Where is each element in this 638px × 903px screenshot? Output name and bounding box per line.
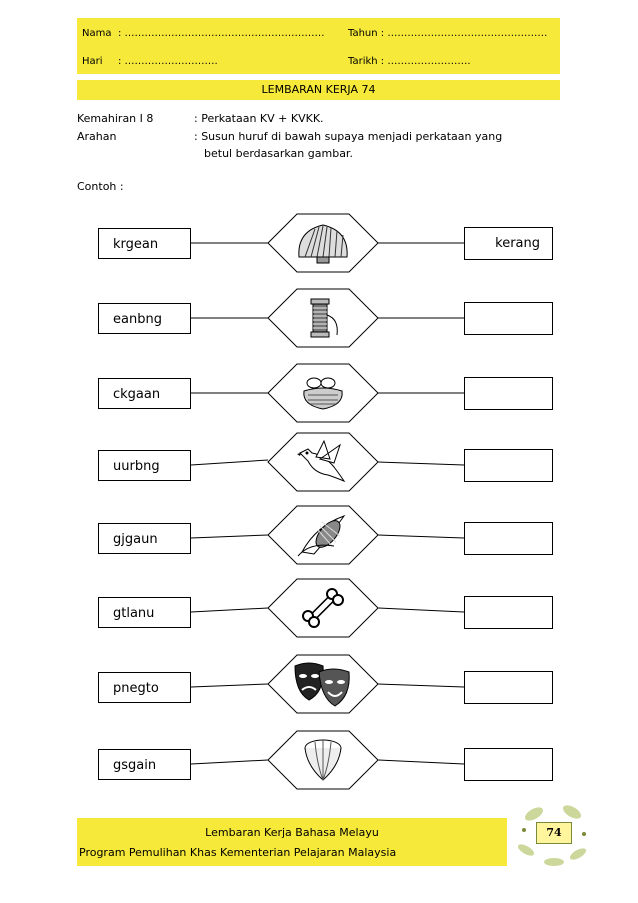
kemahiran-label: Kemahiran I 8 [77,112,154,125]
nama-label: Nama [82,28,112,39]
answer-box-3[interactable] [464,377,553,410]
scrambled-word-3: ckgaan [98,378,191,409]
scrambled-word-2: eanbng [98,303,191,334]
bird-icon [294,439,350,485]
answer-box-5[interactable] [464,522,553,555]
scrambled-word-5: gjgaun [98,523,191,554]
scrambled-word-6: gtlanu [98,597,191,628]
footer-line-2: Program Pemulihan Khas Kementerian Pelajaran Malaysia [79,846,397,859]
theater-masks-icon [291,660,355,708]
corn-icon [294,512,352,558]
thread-spool-icon [301,295,345,341]
arahan-value-2: betul berdasarkan gambar. [204,147,353,160]
scrambled-word-7: pnegto [98,672,191,703]
scrambled-word-8: gsgain [98,749,191,780]
answer-box-8[interactable] [464,748,553,781]
cockle-shell-icon [293,221,353,265]
kemahiran-value: : Perkataan KV + KVKK. [194,112,324,125]
answer-box-4[interactable] [464,449,553,482]
hari-line: : ………………………. [118,56,218,67]
spinning-top-icon [301,736,345,784]
page-number-badge: 74 [536,822,572,844]
contoh-label: Contoh : [77,180,124,193]
scrambled-word-4: uurbng [98,450,191,481]
tahun-label: Tahun : ………………………………………… [348,28,548,39]
nama-line: : …………………………………………………… [118,28,325,39]
bone-icon [300,588,346,628]
page-title: LEMBARAN KERJA 74 [77,80,560,100]
answer-box-7[interactable] [464,671,553,704]
arahan-value: : Susun huruf di bawah supaya menjadi perkataan yang [194,130,503,143]
tarikh-label: Tarikh : ……………………. [348,56,471,67]
arahan-label: Arahan [77,130,117,143]
scrambled-word-1: krgean [98,228,191,259]
footer-line-1: Lembaran Kerja Bahasa Melayu [205,826,379,839]
peanuts-icon [298,373,348,413]
hari-label: Hari [82,56,103,67]
answer-box-6[interactable] [464,596,553,629]
answer-box-2[interactable] [464,302,553,335]
answer-box-1[interactable]: kerang [464,227,553,260]
